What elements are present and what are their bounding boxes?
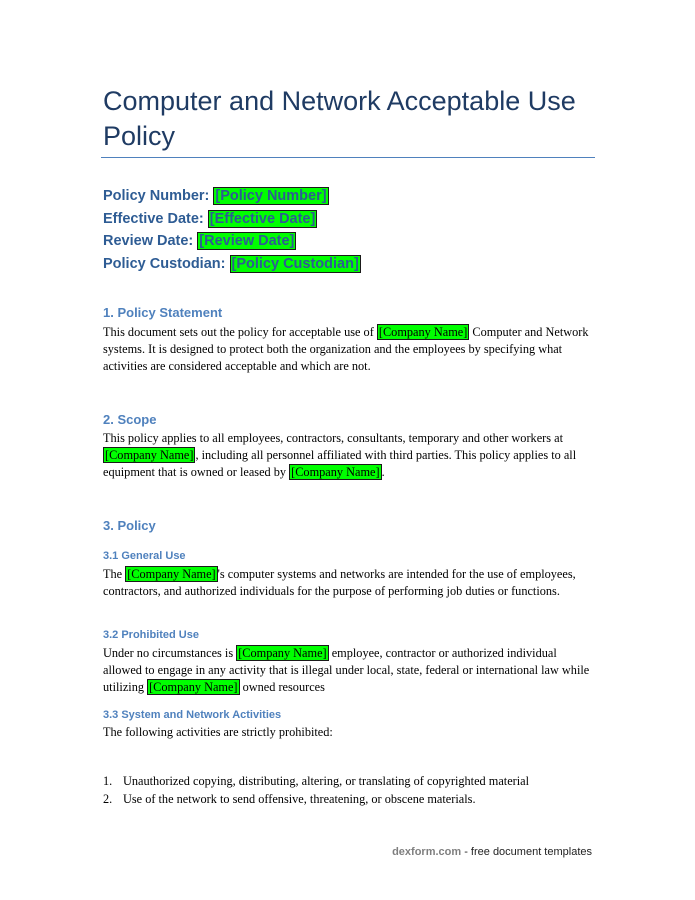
effective-date-line	[103, 208, 361, 231]
policy-custodian-label: Policy Custodian:	[103, 255, 226, 272]
policy-custodian-line	[103, 253, 361, 276]
subsection-3-2-text-middle: employee, contractor or authorized individual allowed to engage in any activity that is illegal under local, state, federal or international law while utilizing	[103, 646, 590, 694]
section-2-paragraph	[103, 430, 595, 481]
section-2-heading: 2. Scope	[103, 412, 157, 427]
list-item	[103, 772, 603, 790]
section-2-text-start: This policy applies to all employees, contractors, consultants, temporary and other workers at	[103, 431, 563, 445]
company-name-placeholder: [Company Name]	[378, 325, 468, 339]
policy-number-placeholder: [Policy Number]	[215, 188, 327, 204]
subsection-3-1-text-end: 's computer systems and networks are intended for the use of employees, contractors, and authorized individuals for the purpose of performing job duties or functions.	[103, 567, 576, 598]
policy-number-label: Policy Number:	[103, 188, 210, 204]
section-2-text-middle: , including all personnel affiliated with third parties. This policy applies to all equipment that is owned or leased by	[103, 448, 577, 479]
title-divider	[101, 157, 595, 158]
list-item-number: 1.	[103, 774, 113, 788]
list-item-text: Use of the network to send offensive, threatening, or obscene materials.	[123, 792, 476, 806]
company-name-placeholder: [Company Name]	[291, 465, 380, 479]
review-date-label: Review Date:	[103, 233, 194, 250]
subsection-3-2-text-end: owned resources	[242, 680, 325, 694]
list-item-number: 2.	[103, 792, 113, 806]
subsection-3-2-paragraph	[103, 645, 595, 696]
subsection-3-2-heading: 3.2 Prohibited Use	[103, 629, 199, 641]
list-item	[103, 790, 603, 808]
footer-text: - free document templates	[461, 846, 592, 858]
review-date-line	[103, 230, 361, 253]
subsection-3-2-text-start: Under no circumstances is	[103, 646, 234, 660]
subsection-3-3-heading: 3.3 System and Network Activities	[103, 709, 282, 721]
prohibited-activities-list	[103, 772, 603, 808]
subsection-3-1-paragraph	[103, 566, 595, 600]
company-name-placeholder: [Company Name]	[149, 680, 238, 694]
section-3-heading: 3. Policy	[103, 518, 156, 533]
company-name-placeholder: [Company Name]	[127, 567, 216, 581]
section-1-paragraph	[103, 324, 595, 375]
subsection-3-1-text-start: The	[103, 567, 123, 581]
footer	[392, 846, 592, 858]
section-1-text-end: Computer and Network systems. It is designed to protect both the organization and the employees by specifying what activities are considered acceptable and which are not.	[103, 325, 589, 373]
company-name-placeholder: [Company Name]	[105, 448, 194, 462]
policy-custodian-placeholder: [Policy Custodian]	[231, 255, 359, 272]
section-2-text-end: .	[381, 465, 385, 479]
policy-number-line	[103, 185, 361, 208]
footer-brand-link[interactable]: dexform.com	[392, 846, 462, 858]
effective-date-label: Effective Date:	[103, 210, 204, 227]
review-date-placeholder: [Review Date]	[199, 233, 295, 250]
subsection-3-1-heading: 3.1 General Use	[103, 550, 186, 562]
effective-date-placeholder: [Effective Date]	[209, 210, 316, 227]
list-item-text: Unauthorized copying, distributing, altering, or translating of copyrighted material	[123, 774, 530, 788]
document-title: Computer and Network Acceptable Use Policy	[103, 86, 576, 151]
subsection-3-3-intro: The following activities are strictly prohibited:	[103, 725, 333, 739]
section-1-heading: 1. Policy Statement	[103, 305, 223, 320]
company-name-placeholder: [Company Name]	[238, 646, 327, 660]
section-1-text-start: This document sets out the policy for acceptable use of	[103, 325, 374, 339]
policy-meta-block	[103, 185, 361, 275]
